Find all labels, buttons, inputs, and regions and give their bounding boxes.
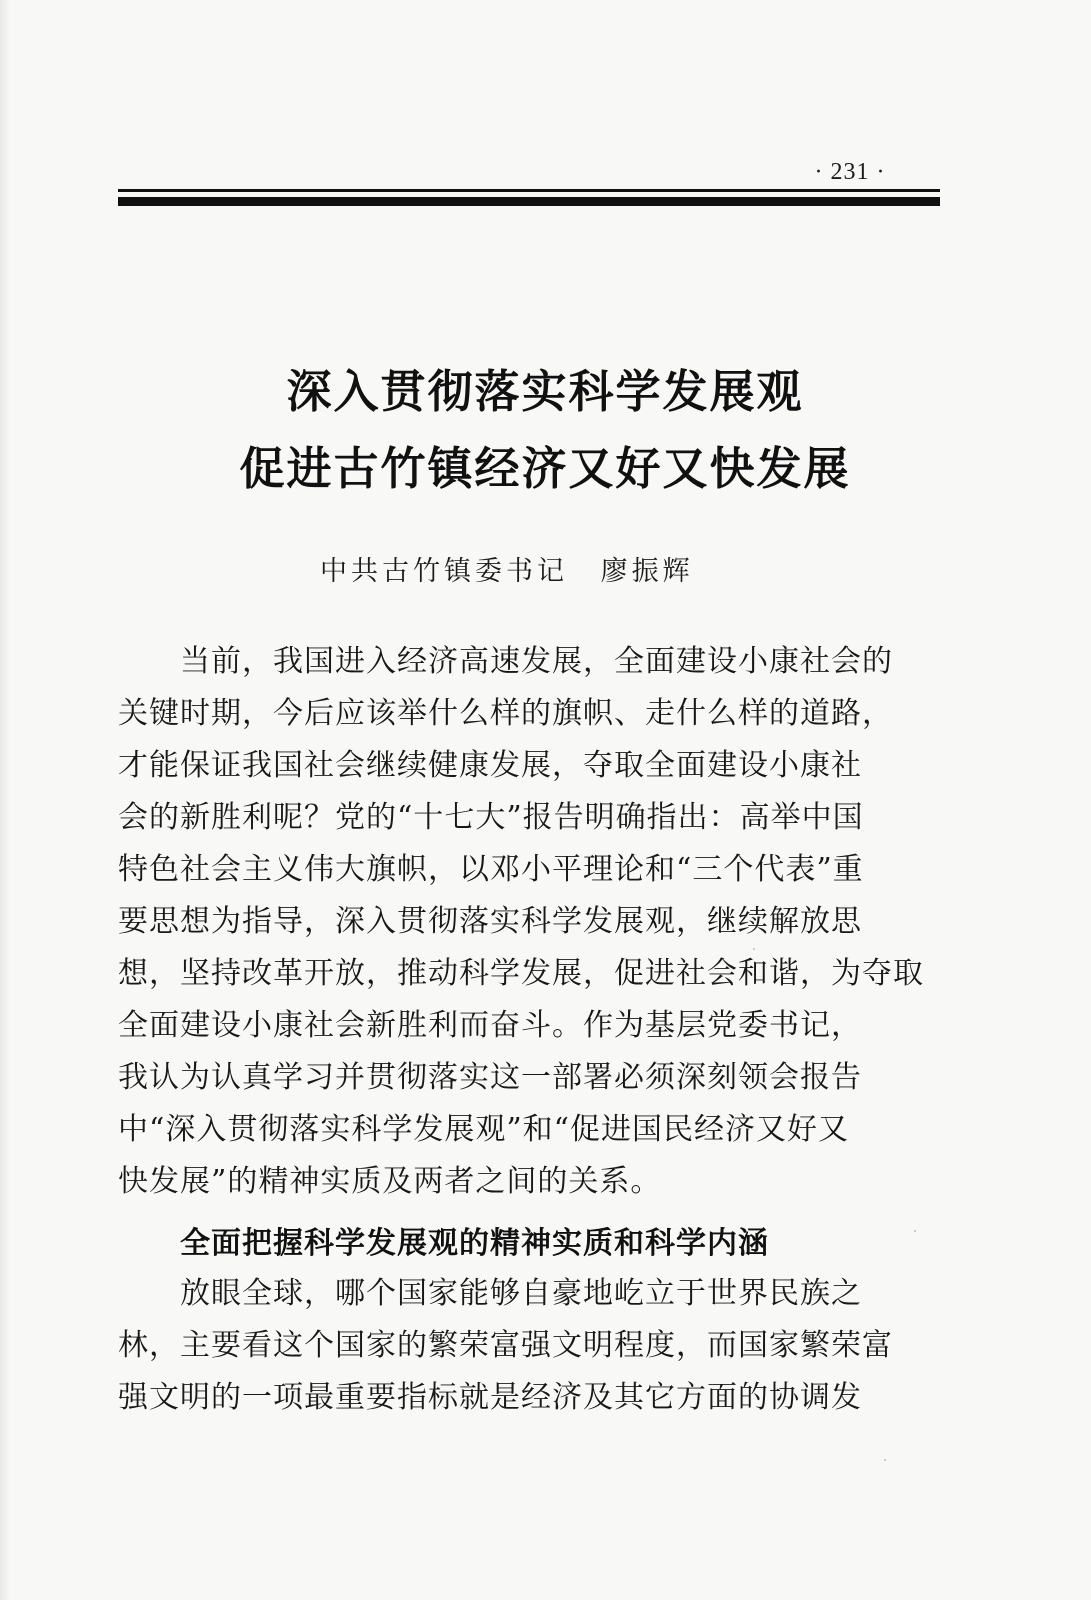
paragraph-line: 全面建设小康社会新胜利而奋斗。作为基层党委书记， [118,1008,862,1043]
header-rule-thick [118,197,940,206]
paragraph-line: 快发展”的精神实质及两者之间的关系。 [118,1164,662,1199]
paragraph-line: 关键时期，今后应该举什么样的旗帜、走什么样的道路， [118,696,893,731]
paragraph-line: 会的新胜利呢？党的“十七大”报告明确指出：高举中国 [118,800,864,835]
paragraph-line: 当前，我国进入经济高速发展，全面建设小康社会的 [180,644,893,679]
paragraph-line: 中“深入贯彻落实科学发展观”和“促进国民经济又好又 [118,1112,850,1147]
article-title-line-2: 促进古竹镇经济又好又快发展 [239,442,851,495]
scan-speck [884,1459,886,1461]
scan-speck [914,1230,916,1232]
author-byline [320,552,820,592]
header-rule-thin [118,189,940,192]
page-number: · 231 · [814,159,886,185]
paragraph-line: 我认为认真学习并贯彻落实这一部署必须深刻领会报告 [118,1060,862,1095]
paragraph-line: 想，坚持改革开放，推动科学发展，促进社会和谐，为夺取 [118,956,924,991]
page-left-edge [0,0,10,1600]
section-heading: 全面把握科学发展观的精神实质和科学内涵 [180,1226,769,1261]
paragraph-line: 要思想为指导，深入贯彻落实科学发展观，继续解放思 [118,904,862,939]
paragraph-line: 放眼全球，哪个国家能够自豪地屹立于世界民族之 [180,1276,862,1311]
paragraph-line: 特色社会主义伟大旗帜，以邓小平理论和“三个代表”重 [118,852,864,887]
author-organization: 中共古竹镇委书记 [320,556,568,587]
author-name: 廖振辉 [600,556,694,587]
article-title-line-1: 深入贯彻落实科学发展观 [286,365,804,418]
paragraph-line: 强文明的一项最重要指标就是经济及其它方面的协调发 [118,1380,862,1415]
paragraph-introduction [118,636,940,1208]
scan-speck [753,948,755,950]
paragraph-line: 才能保证我国社会继续健康发展，夺取全面建设小康社 [118,748,862,783]
paragraph-global-view [118,1268,940,1424]
paragraph-line: 林，主要看这个国家的繁荣富强文明程度，而国家繁荣富 [118,1328,893,1363]
